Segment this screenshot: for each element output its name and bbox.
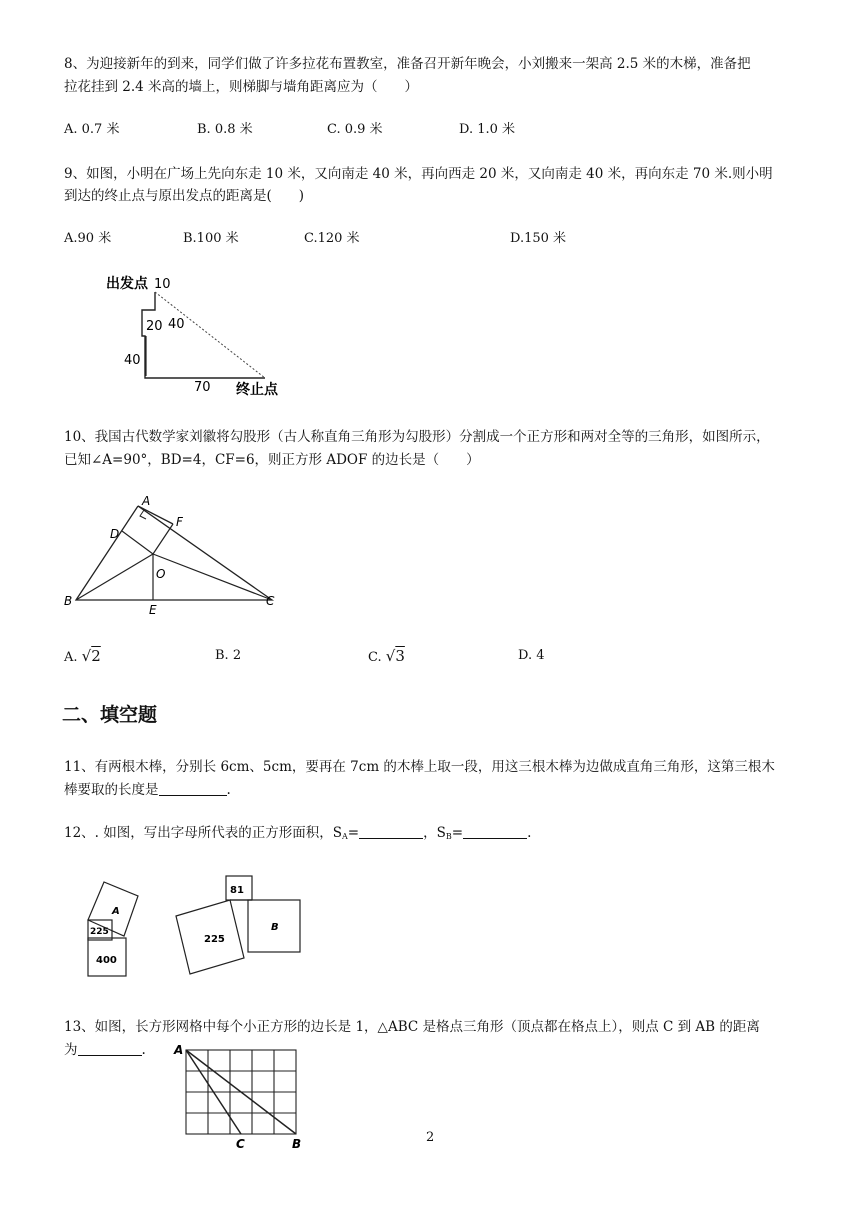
- section-title: 二、填空题: [62, 704, 158, 726]
- q11-answer-blank[interactable]: [159, 781, 227, 796]
- q8-line1: 8、为迎接新年的到来，同学们做了许多拉花布置教室，准备召开新年晚会，小刘搬来一架高 2.5 米的木梯，准备把: [64, 56, 751, 72]
- q9-label-20: 20: [146, 319, 163, 334]
- q8-option-a: A. 0.7 米: [64, 122, 120, 137]
- q8-line2: 拉花挂到 2.4 米高的墙上，则梯脚与墙角距离应为（ ）: [64, 79, 419, 95]
- q10-label-c: C: [266, 594, 275, 608]
- q13-label-b: B: [292, 1137, 302, 1151]
- q12-right-right-label: B: [271, 922, 279, 933]
- q10-label-o: O: [156, 567, 166, 581]
- q9-option-d: D.150 米: [510, 231, 567, 246]
- q10-option-b: B. 2: [215, 648, 242, 663]
- q10-line1: 10、我国古代数学家刘徽将勾股形（古人称直角三角形为勾股形）分割成一个正方形和两对全等的三角形，如图所示，: [64, 429, 770, 445]
- q9-walk-figure: [100, 268, 300, 400]
- q8-option-b: B. 0.8 米: [197, 122, 253, 137]
- q8-option-c: C. 0.9 米: [327, 122, 383, 137]
- q12-answer-b-blank[interactable]: [463, 824, 527, 839]
- q9-option-a: A.90 米: [64, 231, 112, 246]
- q12-left-small-label: 225: [90, 927, 109, 937]
- q10-triangle-figure: [60, 492, 290, 620]
- q13-answer-blank[interactable]: [78, 1041, 142, 1056]
- q9-label-10: 10: [154, 277, 171, 292]
- q10-option-a: A. √2: [64, 647, 101, 665]
- q13-label-c: C: [236, 1137, 245, 1151]
- q10-label-f: F: [176, 515, 183, 529]
- q9-label-40-right: 40: [168, 317, 185, 332]
- q10-label-a: A: [142, 494, 151, 508]
- q11-line1: 11、有两根木棒，分别长 6cm、5cm，要再在 7cm 的木棒上取一段，用这三根木棒为边做成直角三角形，这第三根木: [64, 759, 775, 775]
- q12-answer-a-blank[interactable]: [359, 824, 423, 839]
- q11-line2: 棒要取的长度是 .: [64, 782, 231, 798]
- q10-option-c-radicand: 3: [395, 647, 405, 665]
- q10-label-e: E: [149, 603, 157, 617]
- q12-line: 12、. 如图，写出字母所代表的正方形面积，$S_A=$ ，$S_B=$ .: [64, 825, 532, 841]
- q13-line2: 为 .: [64, 1042, 146, 1058]
- q13-label-a: A: [174, 1043, 184, 1057]
- q10-option-a-radicand: 2: [91, 647, 101, 665]
- q12-squares-figure: [66, 870, 316, 982]
- q9-option-b: B.100 米: [183, 231, 239, 246]
- q12-right-small-label: 81: [230, 885, 244, 896]
- q9-line2: 到达的终止点与原出发点的距离是( ): [64, 188, 305, 204]
- q10-label-d: D: [110, 527, 120, 541]
- q9-label-70: 70: [194, 380, 211, 395]
- q13-line1: 13、如图，长方形网格中每个小正方形的边长是 1，△ABC 是格点三角形（顶点都在格点上），则点 C 到 AB 的距离: [64, 1019, 760, 1035]
- q10-option-d: D. 4: [518, 648, 545, 663]
- q9-line1: 9、如图，小明在广场上先向东走 10 米，又向南走 40 米，再向西走 20 米，又向南走 40 米，再向东走 70 米.则小明: [64, 166, 773, 182]
- q9-option-c: C.120 米: [304, 231, 360, 246]
- q8-option-d: D. 1.0 米: [459, 122, 516, 137]
- q9-start-label: 出发点: [106, 276, 148, 292]
- q12-left-bottom-label: 400: [96, 955, 117, 966]
- q10-line2: 已知∠A=90°，BD=4，CF=6，则正方形 ADOF 的边长是（ ）: [64, 452, 480, 468]
- q12-left-top-label: A: [112, 906, 120, 917]
- page-number: 2: [426, 1130, 435, 1145]
- q10-option-c: C. √3: [368, 647, 405, 665]
- q10-label-b: B: [64, 594, 73, 608]
- q12-right-big-label: 225: [204, 934, 225, 945]
- q9-end-label: 终止点: [236, 382, 278, 398]
- q9-label-40-left: 40: [124, 353, 141, 368]
- q13-grid-figure: [170, 1040, 310, 1150]
